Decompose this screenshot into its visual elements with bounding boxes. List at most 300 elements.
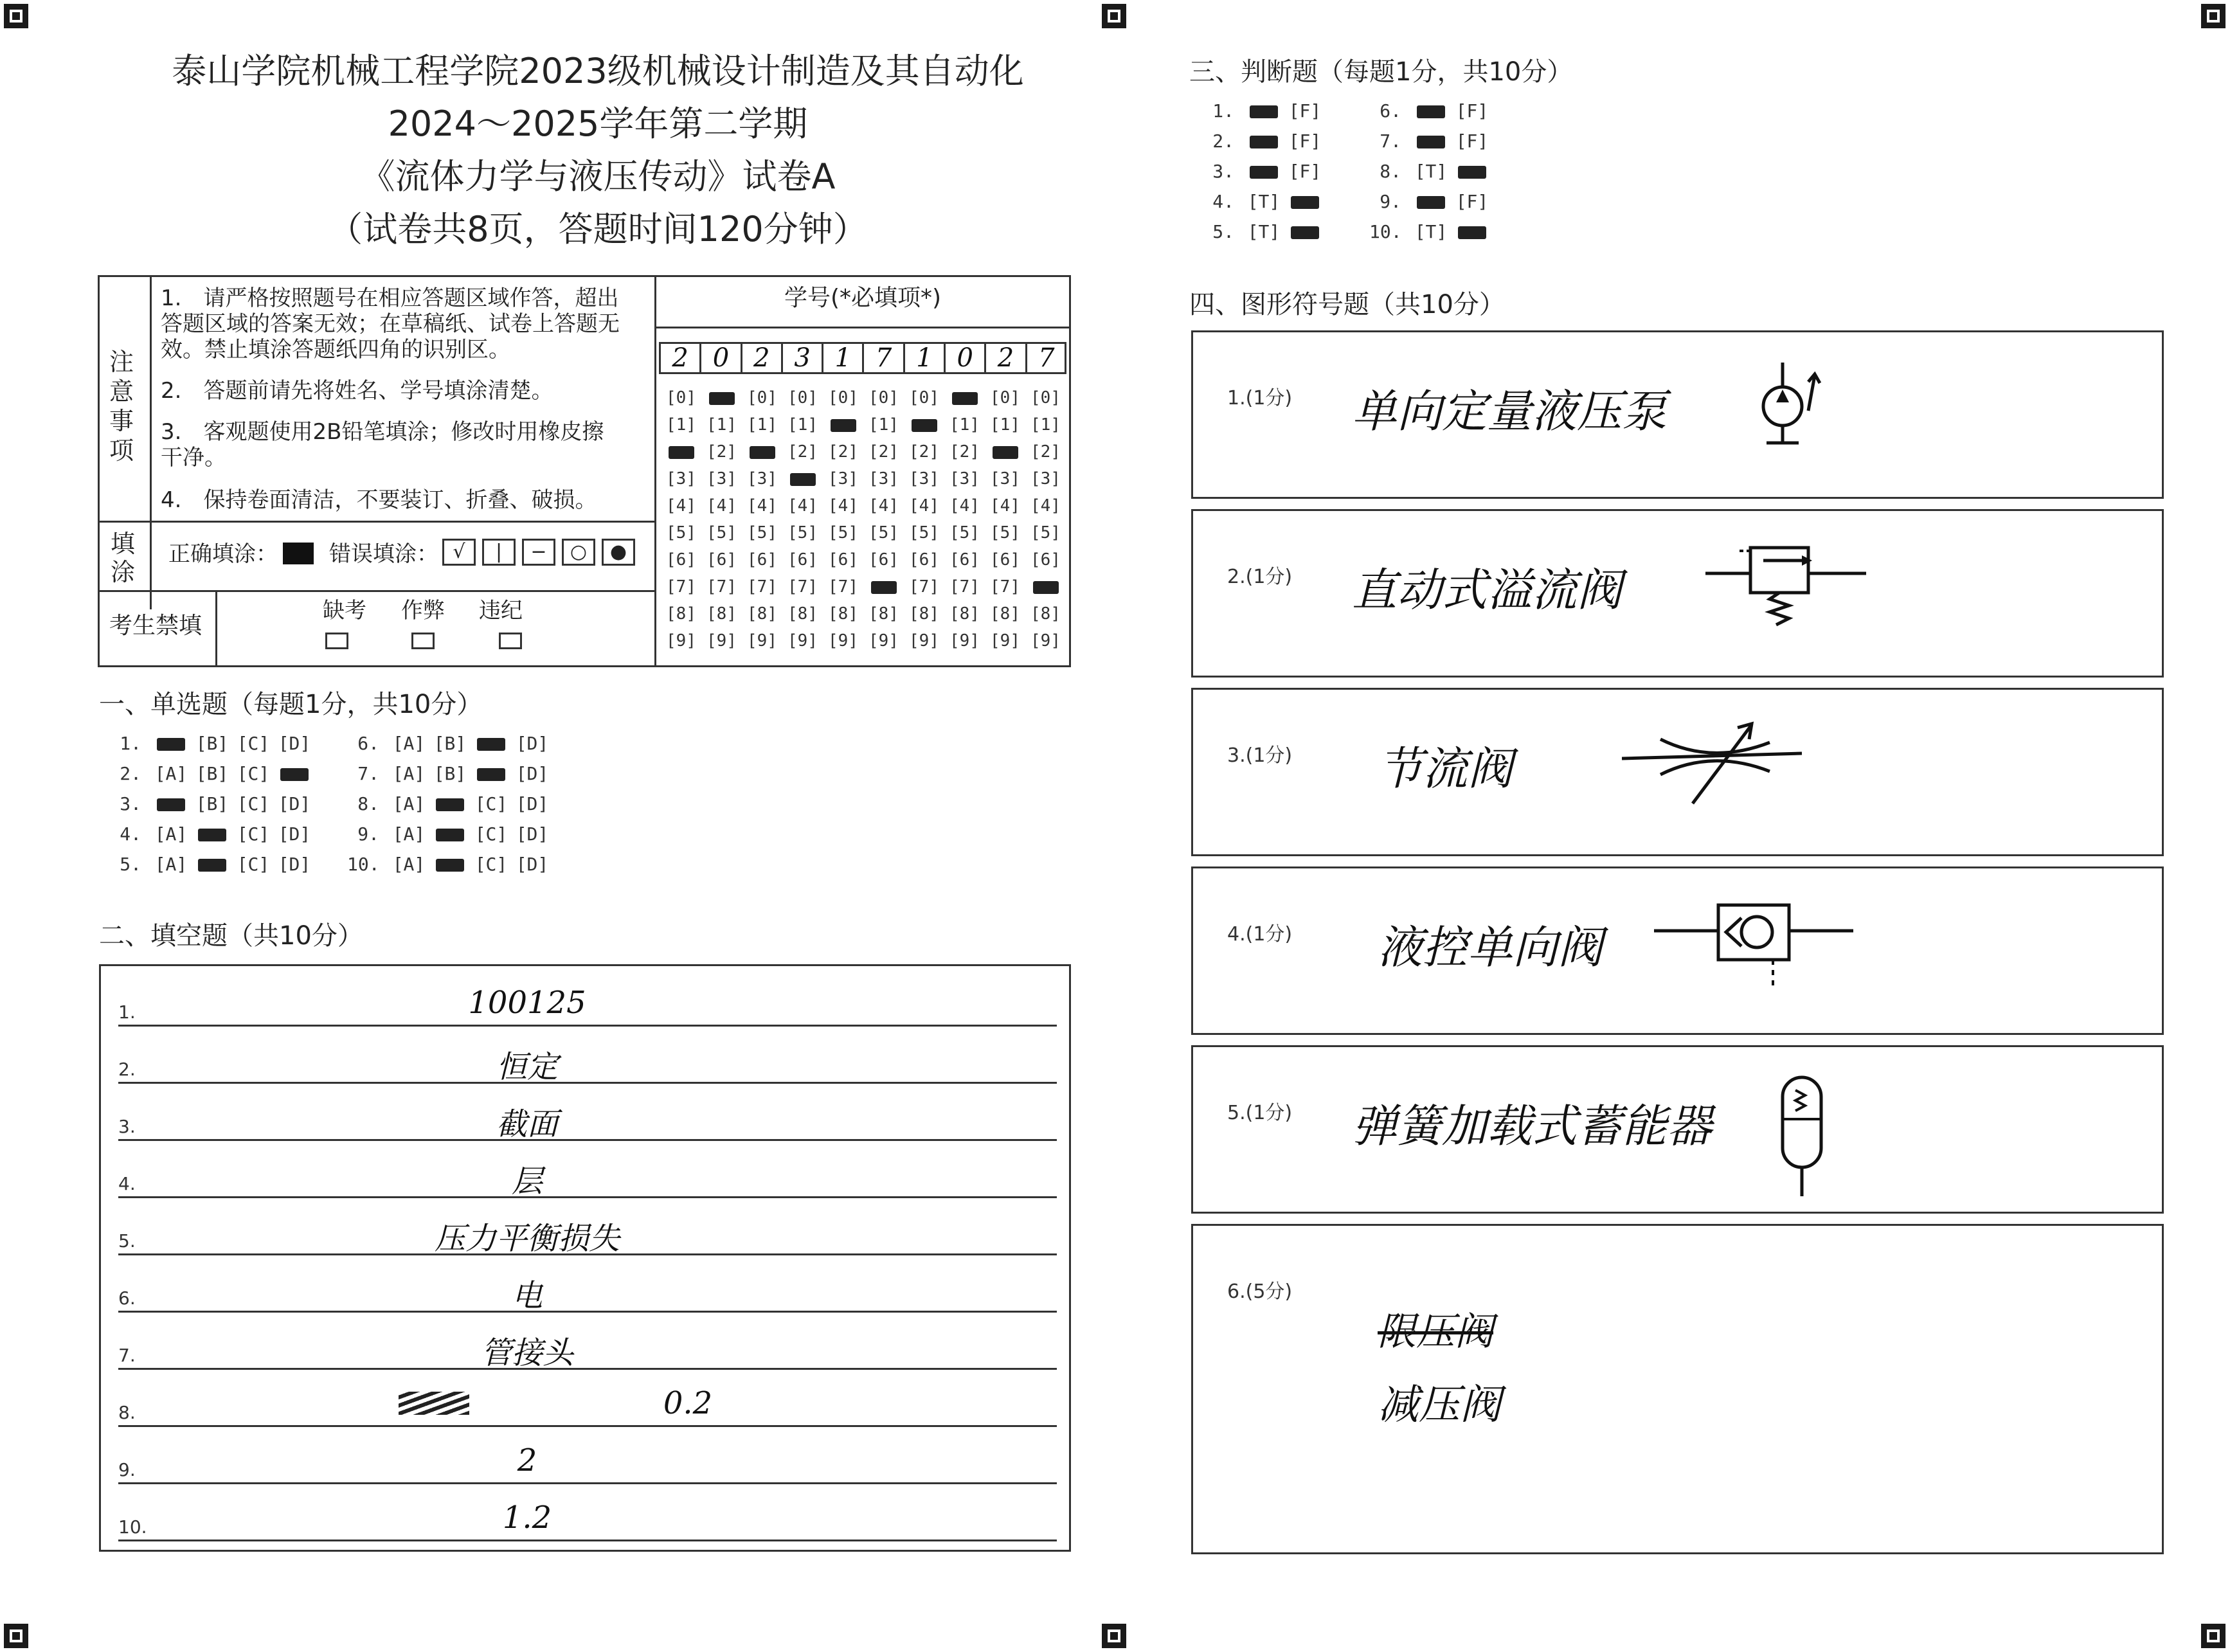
true-false-question-number: 3.	[1212, 161, 1234, 182]
forbidden-checkbox-absent[interactable]	[325, 633, 348, 649]
symbol-answer[interactable]: 液控单向阀	[1378, 921, 1603, 974]
student-id-digit: 7	[1038, 343, 1055, 373]
symbol-question-number: 5.(1分)	[1227, 1102, 1293, 1124]
wrong-fill-dash: −	[522, 539, 555, 566]
blank-answer[interactable]: 1.2	[502, 1500, 552, 1536]
blank-answer[interactable]: 100125	[468, 985, 586, 1021]
student-id-bubble-column	[985, 384, 1025, 661]
single-choice-option[interactable]: [D]	[278, 793, 311, 814]
student-id-bubble[interactable]: [5]	[828, 523, 858, 543]
symbol-question-box	[1191, 509, 2164, 678]
student-id-bubble[interactable]: [3]	[828, 469, 858, 489]
student-id-bubble[interactable]: [8]	[747, 604, 777, 624]
true-false-option[interactable]	[1410, 130, 1452, 152]
student-id-bubble[interactable]: [4]	[909, 496, 939, 516]
single-choice-question	[109, 823, 315, 845]
filled-mark	[1291, 226, 1319, 239]
filled-mark	[1250, 136, 1278, 148]
student-id-bubble[interactable]: [3]	[747, 469, 777, 489]
student-id-bubble[interactable]: [0]	[747, 388, 777, 408]
student-id-bubble[interactable]: [8]	[666, 604, 696, 624]
student-id-bubble[interactable]	[985, 438, 1025, 465]
student-id-bubble[interactable]: [7]	[828, 577, 858, 597]
blank-number: 3.	[118, 1116, 136, 1137]
student-id-bubble[interactable]: [5]	[706, 523, 737, 543]
student-id-bubble[interactable]	[823, 411, 863, 438]
student-id-bubble[interactable]: [8]	[706, 604, 737, 624]
student-id-bubble[interactable]: [4]	[1030, 496, 1061, 516]
student-id-bubble[interactable]	[904, 411, 944, 438]
blank-answer[interactable]: 0.2	[663, 1385, 713, 1421]
notice-item-1: 1. 请严格按照题号在相应答题区域作答，超出答题区域的答案无效；在草稿纸、试卷上答题无效。禁止填涂答题纸四角的识别区。	[161, 285, 620, 363]
student-id-bubble[interactable]: [7]	[666, 577, 696, 597]
correct-fill-sample	[283, 543, 314, 564]
scribbled-out-mark	[399, 1392, 469, 1415]
filled-mark	[1458, 166, 1486, 179]
student-id-bubble[interactable]: [2]	[706, 442, 737, 462]
single-choice-question	[109, 793, 315, 814]
single-choice-question	[109, 763, 315, 784]
true-false-option[interactable]: [T]	[1247, 191, 1281, 212]
blank-number: 1.	[118, 1001, 136, 1023]
single-choice-question	[109, 854, 315, 875]
student-id-bubble-column	[701, 384, 742, 661]
true-false-option[interactable]: [F]	[1288, 161, 1322, 182]
student-id-bubble[interactable]: [6]	[1030, 550, 1061, 570]
student-id-bubble[interactable]: [5]	[909, 523, 939, 543]
true-false-option[interactable]: [F]	[1455, 100, 1489, 121]
blank-answer[interactable]: 压力平衡损失	[434, 1221, 620, 1257]
student-id-bubble[interactable]: [5]	[990, 523, 1020, 543]
single-choice-question	[109, 733, 315, 754]
notice-item-4: 4. 保持卷面清洁，不要装订、折叠、破损。	[161, 487, 597, 513]
single-choice-option[interactable]: [C]	[237, 763, 270, 784]
student-id-bubble[interactable]: [1]	[666, 415, 696, 435]
filled-mark	[1417, 136, 1445, 148]
true-false-question-number: 6.	[1380, 100, 1401, 121]
corner-marker-top-right	[2201, 4, 2226, 28]
exam-title-line3: 《流体力学与液压传动》试卷A	[360, 156, 836, 197]
single-choice-option[interactable]: [C]	[237, 733, 270, 754]
student-id-bubble[interactable]: [0]	[868, 388, 899, 408]
single-choice-question-number: 2.	[120, 763, 141, 784]
forbidden-checkbox-cheat[interactable]	[411, 633, 435, 649]
true-false-question-number: 1.	[1212, 100, 1234, 121]
single-choice-option[interactable]	[429, 823, 471, 845]
student-id-bubble[interactable]: [6]	[706, 550, 737, 570]
student-id-bubble[interactable]	[1025, 573, 1066, 600]
single-choice-option[interactable]	[150, 733, 192, 754]
wrong-fill-samples	[442, 539, 635, 566]
single-choice-option[interactable]: [D]	[278, 733, 311, 754]
filled-mark	[1458, 226, 1486, 239]
true-false-option[interactable]: [F]	[1288, 130, 1322, 152]
blank-answer[interactable]: 截面	[496, 1106, 558, 1142]
student-id-digit: 2	[661, 343, 701, 373]
student-id-bubble[interactable]: [8]	[990, 604, 1020, 624]
single-choice-option[interactable]: [D]	[278, 823, 311, 845]
true-false-option[interactable]: [T]	[1414, 221, 1448, 242]
student-id-bubble[interactable]: [9]	[949, 631, 980, 651]
pump-symbol	[1744, 356, 1847, 455]
single-choice-option[interactable]: [D]	[516, 733, 549, 754]
blank-number: 10.	[118, 1516, 147, 1538]
filled-mark	[1250, 166, 1278, 179]
true-false-question	[1202, 130, 1326, 152]
blank-number: 6.	[118, 1288, 136, 1309]
single-choice-option[interactable]	[471, 733, 512, 754]
student-id-bubble[interactable]: [0]	[1030, 388, 1061, 408]
filled-mark	[477, 768, 505, 781]
student-id-digit: 2	[986, 343, 1027, 373]
student-id-bubble[interactable]: [3]	[706, 469, 737, 489]
filled-mark	[157, 738, 185, 751]
student-id-bubble[interactable]: [3]	[1030, 469, 1061, 489]
single-choice-option[interactable]: [C]	[237, 823, 270, 845]
student-id-bubble[interactable]: [7]	[706, 577, 737, 597]
filled-mark	[912, 419, 937, 432]
true-false-question	[1202, 191, 1326, 212]
single-choice-option[interactable]: [C]	[474, 793, 508, 814]
section1-title: 一、单选题（每题1分，共10分）	[99, 690, 483, 719]
student-id-bubble[interactable]: [7]	[949, 577, 980, 597]
student-id-bubble[interactable]: [9]	[666, 631, 696, 651]
single-choice-option[interactable]: [A]	[154, 823, 188, 845]
student-id-bubble[interactable]: [7]	[909, 577, 939, 597]
symbol-question-box	[1191, 1224, 2164, 1554]
student-id-bubble[interactable]: [2]	[949, 442, 980, 462]
true-false-option[interactable]	[1410, 191, 1452, 212]
student-id-bubble-column	[782, 384, 823, 661]
blank-number: 8.	[118, 1402, 136, 1423]
student-id-bubble[interactable]: [6]	[747, 550, 777, 570]
symbol-answer[interactable]: 减压阀	[1378, 1381, 1501, 1429]
student-id-bubble[interactable]: [7]	[747, 577, 777, 597]
student-id-bubble-column	[863, 384, 904, 661]
student-id-bubble[interactable]	[701, 384, 742, 411]
exam-title-line4: （试卷共8页，答题时间120分钟）	[328, 209, 868, 249]
single-choice-option[interactable]: [A]	[154, 763, 188, 784]
filled-mark	[157, 798, 185, 811]
true-false-question	[1202, 221, 1326, 242]
true-false-option[interactable]	[1243, 161, 1284, 182]
true-false-question	[1369, 191, 1493, 212]
student-id-bubble[interactable]: [8]	[828, 604, 858, 624]
true-false-option[interactable]	[1243, 100, 1284, 121]
wrong-fill-label: 错误填涂：	[329, 541, 438, 567]
filled-mark	[198, 859, 226, 872]
single-choice-option[interactable]: [B]	[433, 733, 467, 754]
single-choice-question-number: 9.	[357, 823, 379, 845]
single-choice-option[interactable]	[429, 793, 471, 814]
symbol-answer[interactable]: 单向定量液压泵	[1352, 385, 1667, 438]
single-choice-option[interactable]: [B]	[433, 763, 467, 784]
forbidden-label: 考生禁填	[109, 613, 202, 639]
student-id-bubble[interactable]: [2]	[1030, 442, 1061, 462]
student-id-bubble[interactable]: [0]	[990, 388, 1020, 408]
filled-mark	[831, 419, 856, 432]
student-id-bubble[interactable]: [9]	[868, 631, 899, 651]
true-false-option[interactable]: [T]	[1247, 221, 1281, 242]
student-id-bubble-column	[661, 384, 701, 661]
student-id-bubble[interactable]: [0]	[787, 388, 818, 408]
student-id-bubble[interactable]: [1]	[1030, 415, 1061, 435]
notice-item-2: 2. 答题前请先将姓名、学号填涂清楚。	[161, 378, 553, 404]
student-id-bubble[interactable]: [4]	[787, 496, 818, 516]
student-id-bubble[interactable]: [5]	[666, 523, 696, 543]
filled-mark	[1417, 105, 1445, 118]
student-id-bubble[interactable]: [5]	[747, 523, 777, 543]
fill-label: 填涂	[111, 530, 136, 586]
forbidden-checkbox-violation[interactable]	[499, 633, 522, 649]
single-choice-option[interactable]: [D]	[516, 793, 549, 814]
student-id-bubble[interactable]: [5]	[787, 523, 818, 543]
single-choice-question-number: 3.	[120, 793, 141, 814]
single-choice-option[interactable]: [D]	[278, 854, 311, 875]
student-id-bubble[interactable]: [8]	[787, 604, 818, 624]
blank-answer[interactable]: 管接头	[480, 1335, 573, 1371]
student-id-bubble[interactable]: [6]	[666, 550, 696, 570]
student-id-bubble[interactable]: [1]	[990, 415, 1020, 435]
student-id-bubble[interactable]: [1]	[868, 415, 899, 435]
student-id-bubble[interactable]: [4]	[949, 496, 980, 516]
single-choice-option[interactable]: [A]	[392, 823, 426, 845]
blank-answer[interactable]: 2	[517, 1442, 537, 1478]
true-false-question	[1369, 130, 1493, 152]
true-false-option[interactable]	[1243, 130, 1284, 152]
student-id-bubble[interactable]: [3]	[868, 469, 899, 489]
single-choice-option[interactable]: [C]	[237, 793, 270, 814]
corner-marker-bottom-left	[4, 1624, 28, 1648]
single-choice-option[interactable]: [C]	[237, 854, 270, 875]
wrong-fill-dot: ●	[602, 539, 635, 566]
filled-mark	[1291, 196, 1319, 209]
student-id-bubble[interactable]: [1]	[949, 415, 980, 435]
student-id-bubble[interactable]: [9]	[787, 631, 818, 651]
filled-mark	[198, 829, 226, 841]
true-false-question	[1369, 221, 1493, 242]
student-id-bubble[interactable]: [3]	[909, 469, 939, 489]
throttle-valve-symbol	[1622, 714, 1815, 813]
true-false-option[interactable]	[1452, 221, 1493, 242]
single-choice-option[interactable]: [A]	[154, 854, 188, 875]
student-id-bubble[interactable]: [8]	[949, 604, 980, 624]
student-id-bubble[interactable]: [9]	[909, 631, 939, 651]
single-choice-option[interactable]	[274, 763, 315, 784]
single-choice-option[interactable]	[192, 854, 233, 875]
corner-marker-bottom-center	[1102, 1624, 1126, 1648]
blank-answer[interactable]: 层	[511, 1163, 543, 1199]
student-id-bubble[interactable]: [4]	[706, 496, 737, 516]
student-id-bubble[interactable]: [4]	[828, 496, 858, 516]
student-id-bubble[interactable]: [6]	[868, 550, 899, 570]
student-id-bubble-column	[944, 384, 985, 661]
student-id-label: 学号(*必填项*)	[784, 285, 942, 311]
student-id-bubble[interactable]: [1]	[706, 415, 737, 435]
single-choice-option[interactable]: [D]	[516, 823, 549, 845]
wrong-fill-bar: |	[482, 539, 516, 566]
filled-mark	[1417, 196, 1445, 209]
student-id-bubble[interactable]: [7]	[787, 577, 818, 597]
filled-mark	[1250, 105, 1278, 118]
student-id-bubble[interactable]: [0]	[909, 388, 939, 408]
student-id-bubble[interactable]: [9]	[990, 631, 1020, 651]
student-id-bubble[interactable]: [0]	[828, 388, 858, 408]
student-id-bubble-column	[823, 384, 863, 661]
single-choice-option[interactable]: [D]	[516, 854, 549, 875]
filled-mark	[790, 473, 816, 486]
student-id-bubble[interactable]: [9]	[706, 631, 737, 651]
student-id-bubble[interactable]	[782, 465, 823, 492]
student-id-bubble[interactable]	[661, 438, 701, 465]
true-false-question-number: 7.	[1380, 130, 1401, 152]
student-id-bubble[interactable]: [9]	[747, 631, 777, 651]
blank-number: 7.	[118, 1345, 136, 1366]
single-choice-question-number: 6.	[357, 733, 379, 754]
single-choice-option[interactable]: [C]	[474, 823, 508, 845]
student-id-bubble[interactable]: [3]	[666, 469, 696, 489]
student-id-bubble[interactable]: [2]	[828, 442, 858, 462]
student-id-bubble[interactable]: [8]	[1030, 604, 1061, 624]
blank-number: 5.	[118, 1230, 136, 1252]
blank-answer[interactable]: 恒定	[496, 1049, 558, 1085]
single-choice-question-number: 1.	[120, 733, 141, 754]
student-id-bubble[interactable]: [3]	[990, 469, 1020, 489]
single-choice-option[interactable]	[192, 823, 233, 845]
true-false-question-number: 5.	[1212, 221, 1234, 242]
single-choice-option[interactable]: [B]	[195, 763, 229, 784]
symbol-question-number: 4.(1分)	[1227, 923, 1293, 946]
blank-underline	[118, 1425, 1057, 1427]
student-id-bubble[interactable]: [2]	[787, 442, 818, 462]
filled-mark	[993, 446, 1018, 459]
true-false-option[interactable]	[1410, 100, 1452, 121]
blank-underline	[118, 1025, 1057, 1027]
student-id-bubble[interactable]: [4]	[868, 496, 899, 516]
filled-mark	[750, 446, 775, 459]
student-id-bubble[interactable]: [4]	[666, 496, 696, 516]
true-false-option[interactable]: [F]	[1455, 191, 1489, 212]
student-id-digit: 2	[742, 343, 783, 373]
filled-mark	[436, 859, 464, 872]
single-choice-option[interactable]: [B]	[195, 793, 229, 814]
single-choice-option[interactable]: [B]	[195, 733, 229, 754]
true-false-question-number: 4.	[1212, 191, 1234, 212]
forbidden-option-violation: 违纪	[479, 598, 523, 624]
symbol-answer[interactable]: 节流阀	[1378, 742, 1513, 795]
student-id-bubble[interactable]: [1]	[747, 415, 777, 435]
true-false-option[interactable]	[1452, 161, 1493, 182]
struck-answer: 限压阀	[1378, 1309, 1493, 1354]
single-choice-option[interactable]	[150, 793, 192, 814]
section4-title: 四、图形符号题（共10分）	[1189, 290, 1505, 319]
true-false-question-number: 9.	[1380, 191, 1401, 212]
blank-number: 9.	[118, 1459, 136, 1480]
student-id-bubble[interactable]: [0]	[666, 388, 696, 408]
forbidden-option-cheat: 作弊	[401, 598, 445, 624]
filled-mark	[280, 768, 309, 781]
true-false-question	[1202, 161, 1326, 182]
student-id-bubble[interactable]: [6]	[990, 550, 1020, 570]
single-choice-option[interactable]: [A]	[392, 854, 426, 875]
student-id-digit: 0	[946, 343, 986, 373]
true-false-question	[1369, 161, 1493, 182]
true-false-option[interactable]: [F]	[1455, 130, 1489, 152]
true-false-question-number: 8.	[1380, 161, 1401, 182]
student-id-bubble[interactable]: [6]	[787, 550, 818, 570]
student-id-bubble[interactable]: [8]	[868, 604, 899, 624]
single-choice-option[interactable]: [A]	[392, 793, 426, 814]
student-id-bubble[interactable]: [6]	[949, 550, 980, 570]
student-id-digit: 3	[783, 343, 823, 373]
notice-item-3: 3. 客观题使用2B铅笔填涂；修改时用橡皮擦干净。	[161, 419, 604, 471]
student-id-bubble[interactable]: [9]	[828, 631, 858, 651]
student-id-bubble[interactable]: [3]	[949, 469, 980, 489]
student-id-bubble[interactable]: [1]	[787, 415, 818, 435]
symbol-answer[interactable]: 直动式溢流阀	[1352, 564, 1622, 616]
student-id-bubble[interactable]: [2]	[868, 442, 899, 462]
symbol-question-box	[1191, 330, 2164, 499]
true-false-question	[1202, 100, 1326, 121]
student-id-bubble[interactable]: [5]	[1030, 523, 1061, 543]
blank-answer[interactable]: 电	[511, 1278, 543, 1314]
student-id-bubble[interactable]	[863, 573, 904, 600]
single-choice-question-number: 4.	[120, 823, 141, 845]
student-id-bubble[interactable]: [6]	[828, 550, 858, 570]
student-id-bubble[interactable]: [4]	[747, 496, 777, 516]
blank-underline	[118, 1540, 1057, 1541]
blank-number: 4.	[118, 1173, 136, 1194]
true-false-question-number: 10.	[1369, 221, 1402, 242]
single-choice-question	[347, 854, 553, 875]
single-choice-option[interactable]	[471, 763, 512, 784]
single-choice-question	[347, 793, 553, 814]
corner-marker-bottom-right	[2201, 1624, 2226, 1648]
symbol-answer[interactable]: 弹簧加载式蓄能器	[1352, 1100, 1712, 1153]
filled-mark	[952, 392, 978, 405]
true-false-option[interactable]	[1284, 221, 1326, 242]
student-id-digit: 7	[864, 343, 904, 373]
student-id-bubble[interactable]: [8]	[909, 604, 939, 624]
student-id-bubble[interactable]	[944, 384, 985, 411]
notice-label: 注意事项	[109, 348, 134, 465]
student-id-bubble[interactable]: [2]	[909, 442, 939, 462]
student-id-bubble[interactable]: [5]	[949, 523, 980, 543]
section3-title: 三、判断题（每题1分，共10分）	[1189, 57, 1573, 87]
single-choice-option[interactable]: [A]	[392, 733, 426, 754]
wrong-fill-circle: ○	[562, 539, 595, 566]
section2-title: 二、填空题（共10分）	[99, 921, 363, 951]
filled-mark	[709, 392, 735, 405]
true-false-option[interactable]	[1284, 191, 1326, 212]
single-choice-option[interactable]	[429, 854, 471, 875]
filled-mark	[669, 446, 694, 459]
exam-title-line2: 2024～2025学年第二学期	[388, 103, 808, 144]
single-choice-question	[347, 733, 553, 754]
student-id-bubble[interactable]: [9]	[1030, 631, 1061, 651]
symbol-question-number: 1.(1分)	[1227, 387, 1293, 409]
student-id-bubble[interactable]: [7]	[990, 577, 1020, 597]
student-id-bubble[interactable]: [5]	[868, 523, 899, 543]
single-choice-option[interactable]: [C]	[474, 854, 508, 875]
student-id-bubble[interactable]: [4]	[990, 496, 1020, 516]
single-choice-option[interactable]: [D]	[516, 763, 549, 784]
student-id-bubble[interactable]	[742, 438, 782, 465]
student-id-bubble[interactable]: [6]	[909, 550, 939, 570]
true-false-option[interactable]: [F]	[1288, 100, 1322, 121]
true-false-option[interactable]: [T]	[1414, 161, 1448, 182]
single-choice-option[interactable]: [A]	[392, 763, 426, 784]
